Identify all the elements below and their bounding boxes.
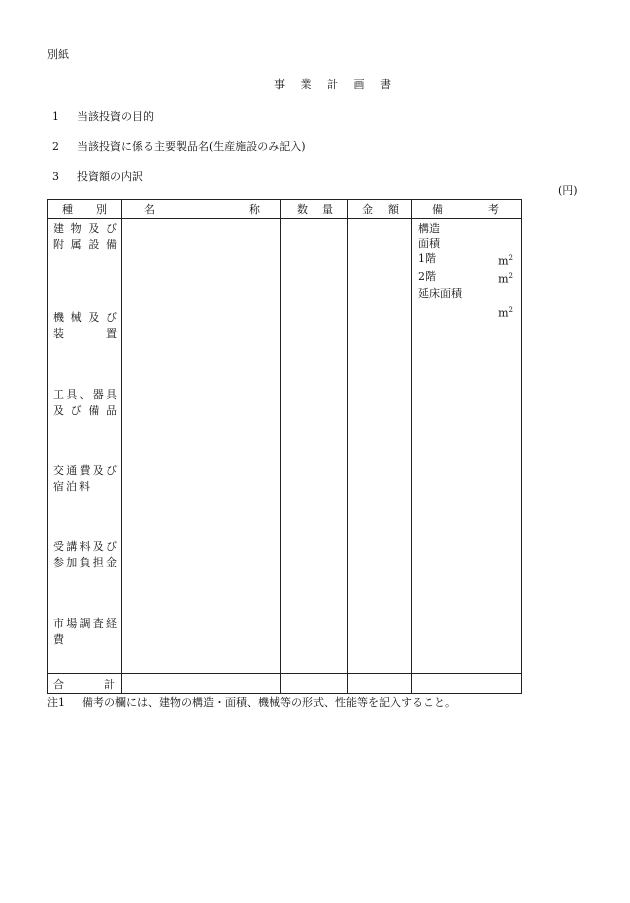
total-name-cell[interactable] <box>122 674 281 694</box>
section-text: 当該投資の目的 <box>77 110 154 123</box>
remarks-column[interactable] <box>412 219 522 674</box>
remark-floor1: 1階 $m^2$ <box>418 252 513 268</box>
remark-area: 面積 <box>418 237 440 250</box>
total-label: 合 計 <box>48 674 122 694</box>
remark-floor2: 2階 $m^2$ <box>418 269 513 286</box>
table-body-row <box>48 219 522 674</box>
total-amount-cell[interactable] <box>348 674 412 694</box>
remarks-building-info <box>418 221 513 321</box>
unit-label: (円) <box>558 184 578 197</box>
section-number: 3 <box>52 170 59 183</box>
section-text: 投資額の内訳 <box>77 170 143 183</box>
remark-total-floor-area: 延床面積 <box>418 287 462 301</box>
investment-breakdown-table <box>47 199 522 694</box>
section-2 <box>52 140 306 154</box>
category-market-research: 市 場 調 査 経 費 <box>53 617 117 646</box>
remark-structure: 構造 <box>418 222 440 235</box>
category-column <box>48 219 122 674</box>
header-quantity: 数 量 <box>281 200 348 219</box>
header-remarks: 備 考 <box>412 200 522 219</box>
section-text: 当該投資に係る主要製品名(生産施設のみ記入) <box>77 140 306 153</box>
document-title: 事 業 計 画 書 <box>274 78 397 91</box>
remark-total-floor-unit: $m^2$ <box>498 306 513 320</box>
section-3 <box>52 170 143 184</box>
total-quantity-cell[interactable] <box>281 674 348 694</box>
quantity-column[interactable] <box>281 219 348 674</box>
section-number: 1 <box>52 110 59 123</box>
header-name: 名 称 <box>122 200 281 219</box>
header-category: 種 別 <box>48 200 122 219</box>
section-number: 2 <box>52 140 59 153</box>
header-amount: 金 額 <box>348 200 412 219</box>
category-travel: 交 通 費 及 び 宿 泊 料 <box>53 464 117 493</box>
category-tools: 工 具 、 器 具 及 び 備 品 <box>53 388 117 417</box>
amount-column[interactable] <box>348 219 412 674</box>
footnote <box>47 696 456 710</box>
footnote-text: 備考の欄には、建物の構造・面積、機械等の形式、性能等を記入すること。 <box>82 696 456 709</box>
category-machinery: 機 械 及 び 装 置 <box>53 311 117 340</box>
name-column[interactable] <box>122 219 281 674</box>
category-tuition: 受 講 料 及 び 参 加 負 担 金 <box>53 540 117 569</box>
category-buildings: 建 物 及 び 附 属 設 備 <box>53 222 117 251</box>
section-1 <box>52 110 154 124</box>
attachment-label: 別紙 <box>47 48 69 61</box>
total-row <box>48 674 522 694</box>
table-header-row <box>48 200 522 219</box>
footnote-label: 注1 <box>47 696 65 709</box>
total-remarks-cell[interactable] <box>412 674 522 694</box>
